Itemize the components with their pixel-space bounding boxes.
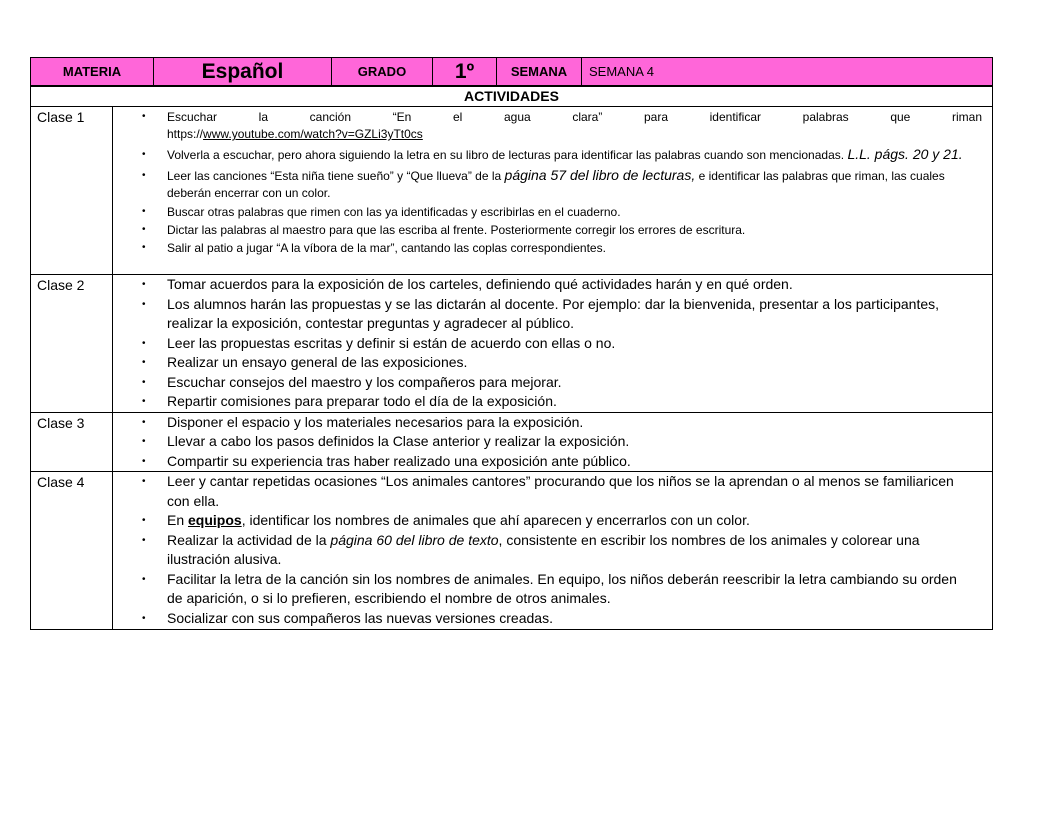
list-item: • Facilitar la letra de la canción sin los nombres de animales. En equipo, los niños deberán reescribir la letra cambiando su orden de aparición, o si lo prefieren, escribiendo el nombre de otros animales. <box>142 570 957 606</box>
materia-value: Español <box>154 58 332 86</box>
list-item: • Leer las canciones “Esta niña tiene sueño” y “Que llueva” de la página 57 del libro de lecturas, e identificar las palabras que riman, las cuales deberán encerrar con un color. <box>142 167 945 200</box>
list-item: • Escuchar consejos del maestro y los compañeros para mejorar. <box>142 373 562 390</box>
clase-label: Clase 4 <box>31 472 113 630</box>
activities-title: ACTIVIDADES <box>31 87 993 107</box>
clase-label: Clase 3 <box>31 412 113 472</box>
clase-activities <box>113 472 993 630</box>
list-item: • Volverla a escuchar, pero ahora siguiendo la letra en su libro de lecturas para identificar las palabras cuando son mencionadas. L.L. págs. 20 y 21. <box>142 146 963 162</box>
table-row-clase-2 <box>31 275 993 413</box>
clase-label: Clase 2 <box>31 275 113 413</box>
youtube-link[interactable]: www.youtube.com/watch?v=GZLi3yTt0cs <box>203 127 423 141</box>
table-row-clase-3 <box>31 412 993 472</box>
list-item: • Dictar las palabras al maestro para que las escriba al frente. Posteriormente corregir los errores de escritura. <box>142 223 746 237</box>
materia-label: MATERIA <box>31 58 154 86</box>
table-row-clase-4 <box>31 472 993 630</box>
list-item: • Disponer el espacio y los materiales necesarios para la exposición. <box>142 413 584 430</box>
clase-activities <box>113 412 993 472</box>
list-item: • Socializar con sus compañeros las nuevas versiones creadas. <box>142 609 553 626</box>
header-table <box>30 57 993 86</box>
list-item: • Salir al patio a jugar “A la víbora de la mar”, cantando las coplas correspondientes. <box>142 241 606 255</box>
list-item: • Llevar a cabo los pasos definidos la Clase anterior y realizar la exposición. <box>142 433 630 449</box>
activities-table <box>30 86 993 630</box>
list-item: • Buscar otras palabras que rimen con las ya identificadas y escribirlas en el cuaderno. <box>142 205 621 219</box>
list-item: • Leer las propuestas escritas y definir si están de acuerdo con ellas o no. <box>142 334 616 351</box>
semana-label: SEMANA <box>497 58 582 86</box>
list-item: • Compartir su experiencia tras haber realizado una exposición ante público. <box>142 452 631 469</box>
list-item: • En equipos, identificar los nombres de animales que ahí aparecen y encerrarlos con un color. <box>142 512 750 528</box>
table-row-clase-1 <box>31 107 993 275</box>
list-item: • Escuchar la canción “En el agua clara” para identificar palabras que riman <box>142 110 982 124</box>
grado-label: GRADO <box>332 58 433 86</box>
grado-value: 1º <box>433 58 497 86</box>
list-item: • Realizar la actividad de la página 60 del libro de texto, consistente en escribir los nombres de los animales y colorear una ilustración alusiva. <box>142 531 920 567</box>
list-item-link: https://www.youtube.com/watch?v=GZLi3yTt0cs <box>167 127 423 141</box>
list-item: • Los alumnos harán las propuestas y se las dictarán al docente. Por ejemplo: dar la bienvenida, presentar a los participantes, realizar la exposición, contestar preguntas y agradecer al público. <box>142 295 940 331</box>
list-item: • Realizar un ensayo general de las exposiciones. <box>142 354 468 370</box>
clase-label: Clase 1 <box>31 107 113 275</box>
list-item: • Tomar acuerdos para la exposición de los carteles, definiendo qué actividades harán y en qué orden. <box>142 276 793 292</box>
clase-activities <box>113 275 993 413</box>
semana-value: SEMANA 4 <box>582 58 993 86</box>
list-item: • Leer y cantar repetidas ocasiones “Los animales cantores” procurando que los niños se la aprendan o al menos se familiaricen con ella. <box>142 473 954 509</box>
clase-activities <box>113 107 993 275</box>
list-item: • Repartir comisiones para preparar todo el día de la exposición. <box>142 393 557 409</box>
